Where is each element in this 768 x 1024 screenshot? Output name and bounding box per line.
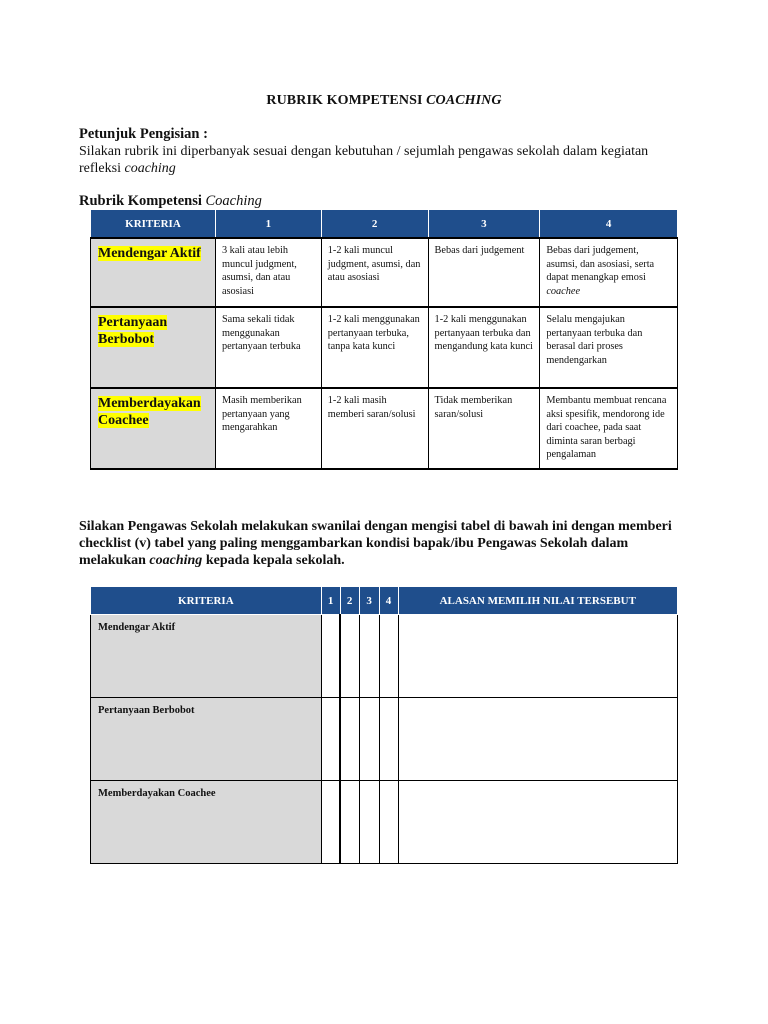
score-1-checkbox-cell[interactable] xyxy=(321,698,340,781)
score-3-checkbox-cell[interactable] xyxy=(359,615,379,698)
rubric-header-level-3: 3 xyxy=(428,210,540,239)
rubric-criterion: Memberdayakan Coachee xyxy=(98,396,201,428)
rubric-level-cell: Membantu membuat rencana aksi spesifik, mendorong ide dari coachee, pada saat diminta saran berbagi pengalaman xyxy=(540,388,678,469)
rubric-header-level-1: 1 xyxy=(215,210,321,239)
rubric-level-cell: Sama sekali tidak menggunakan pertanyaan terbuka xyxy=(215,307,321,388)
self-eval-header-score-4: 4 xyxy=(379,587,398,615)
rubric-level-cell: Selalu mengajukan pertanyaan terbuka dan berasal dari proses mendengarkan xyxy=(540,307,678,388)
self-eval-row xyxy=(91,698,678,781)
rubric-criterion: Mendengar Aktif xyxy=(98,246,201,261)
rubric-criterion-cell xyxy=(91,388,216,469)
rubric-header-criteria: KRITERIA xyxy=(91,210,216,239)
self-eval-text-before: Silakan Pengawas Sekolah melakukan swanilai dengan mengisi tabel di bawah ini dengan memberi checklist (v) tabel yang paling menggambarkan kondisi bapak/ibu Pengawas Sekolah dalam melakukan xyxy=(79,519,672,568)
score-1-checkbox-cell[interactable] xyxy=(321,615,340,698)
self-eval-header-score-1: 1 xyxy=(321,587,340,615)
rubric-row xyxy=(91,238,678,307)
rubric-row xyxy=(91,388,678,469)
rubric-level-cell: 1-2 kali menggunakan pertanyaan terbuka dan mengandung kata kunci xyxy=(428,307,540,388)
rubric-level-cell: 1-2 kali masih memberi saran/solusi xyxy=(321,388,428,469)
self-eval-criterion: Pertanyaan Berbobot xyxy=(91,698,322,781)
rubric-criterion-cell xyxy=(91,238,216,307)
self-eval-text-italic: coaching xyxy=(149,553,203,568)
rubric-level-cell xyxy=(540,238,678,307)
self-eval-text-after: kepada kepala sekolah. xyxy=(202,553,345,568)
instructions-text xyxy=(79,143,679,177)
rubric-level-cell: Tidak memberikan saran/solusi xyxy=(428,388,540,469)
self-eval-header-score-3: 3 xyxy=(359,587,379,615)
self-eval-header-criteria: KRITERIA xyxy=(91,587,322,615)
rubric-heading xyxy=(79,193,262,210)
self-eval-criterion: Mendengar Aktif xyxy=(91,615,322,698)
reason-input-cell[interactable] xyxy=(398,781,677,864)
self-eval-header-row xyxy=(91,587,678,615)
rubric-level-cell: Masih memberikan pertanyaan yang mengarahkan xyxy=(215,388,321,469)
instructions-italic: coaching xyxy=(124,161,176,176)
self-eval-row xyxy=(91,781,678,864)
reason-input-cell[interactable] xyxy=(398,698,677,781)
rubric-table xyxy=(90,209,678,470)
instructions-body: Silakan rubrik ini diperbanyak sesuai dengan kebutuhan / sejumlah pengawas sekolah dalam kegiatan refleksi xyxy=(79,144,649,176)
rubric-header-level-4: 4 xyxy=(540,210,678,239)
rubric-header-row xyxy=(91,210,678,239)
rubric-level-cell: 1-2 kali menggunakan pertanyaan terbuka, tanpa kata kunci xyxy=(321,307,428,388)
rubric-level-italic: coachee xyxy=(546,285,581,297)
score-2-checkbox-cell[interactable] xyxy=(340,615,359,698)
rubric-criterion-cell xyxy=(91,307,216,388)
rubric-level-text: Bebas dari judgement, asumsi, dan asosiasi, serta dapat menangkap emosi xyxy=(546,245,655,283)
rubric-level-cell: 1-2 kali muncul judgment, asumsi, dan atau asosiasi xyxy=(321,238,428,307)
rubric-row xyxy=(91,307,678,388)
self-eval-criterion: Memberdayakan Coachee xyxy=(91,781,322,864)
score-1-checkbox-cell[interactable] xyxy=(321,781,340,864)
rubric-level-cell: 3 kali atau lebih muncul judgment, asumsi, dan atau asosiasi xyxy=(215,238,321,307)
rubric-heading-text: Rubrik Kompetensi xyxy=(79,193,206,209)
self-eval-table xyxy=(90,586,678,864)
self-eval-row xyxy=(91,615,678,698)
self-eval-header-reason: ALASAN MEMILIH NILAI TERSEBUT xyxy=(398,587,677,615)
rubric-level-cell: Bebas dari judgement xyxy=(428,238,540,307)
instructions-label: Petunjuk Pengisian : xyxy=(79,126,208,142)
rubric-criterion: Pertanyaan Berbobot xyxy=(98,315,168,347)
rubric-header-level-2: 2 xyxy=(321,210,428,239)
document-title xyxy=(0,93,768,109)
score-2-checkbox-cell[interactable] xyxy=(340,781,359,864)
score-4-checkbox-cell[interactable] xyxy=(379,615,398,698)
reason-input-cell[interactable] xyxy=(398,615,677,698)
score-3-checkbox-cell[interactable] xyxy=(359,781,379,864)
rubric-heading-italic: Coaching xyxy=(205,193,262,209)
self-eval-instructions xyxy=(79,518,679,569)
score-2-checkbox-cell[interactable] xyxy=(340,698,359,781)
document-title-italic: COACHING xyxy=(426,93,502,108)
score-3-checkbox-cell[interactable] xyxy=(359,698,379,781)
document-title-text: RUBRIK KOMPETENSI xyxy=(266,93,427,108)
score-4-checkbox-cell[interactable] xyxy=(379,781,398,864)
score-4-checkbox-cell[interactable] xyxy=(379,698,398,781)
self-eval-header-score-2: 2 xyxy=(340,587,359,615)
